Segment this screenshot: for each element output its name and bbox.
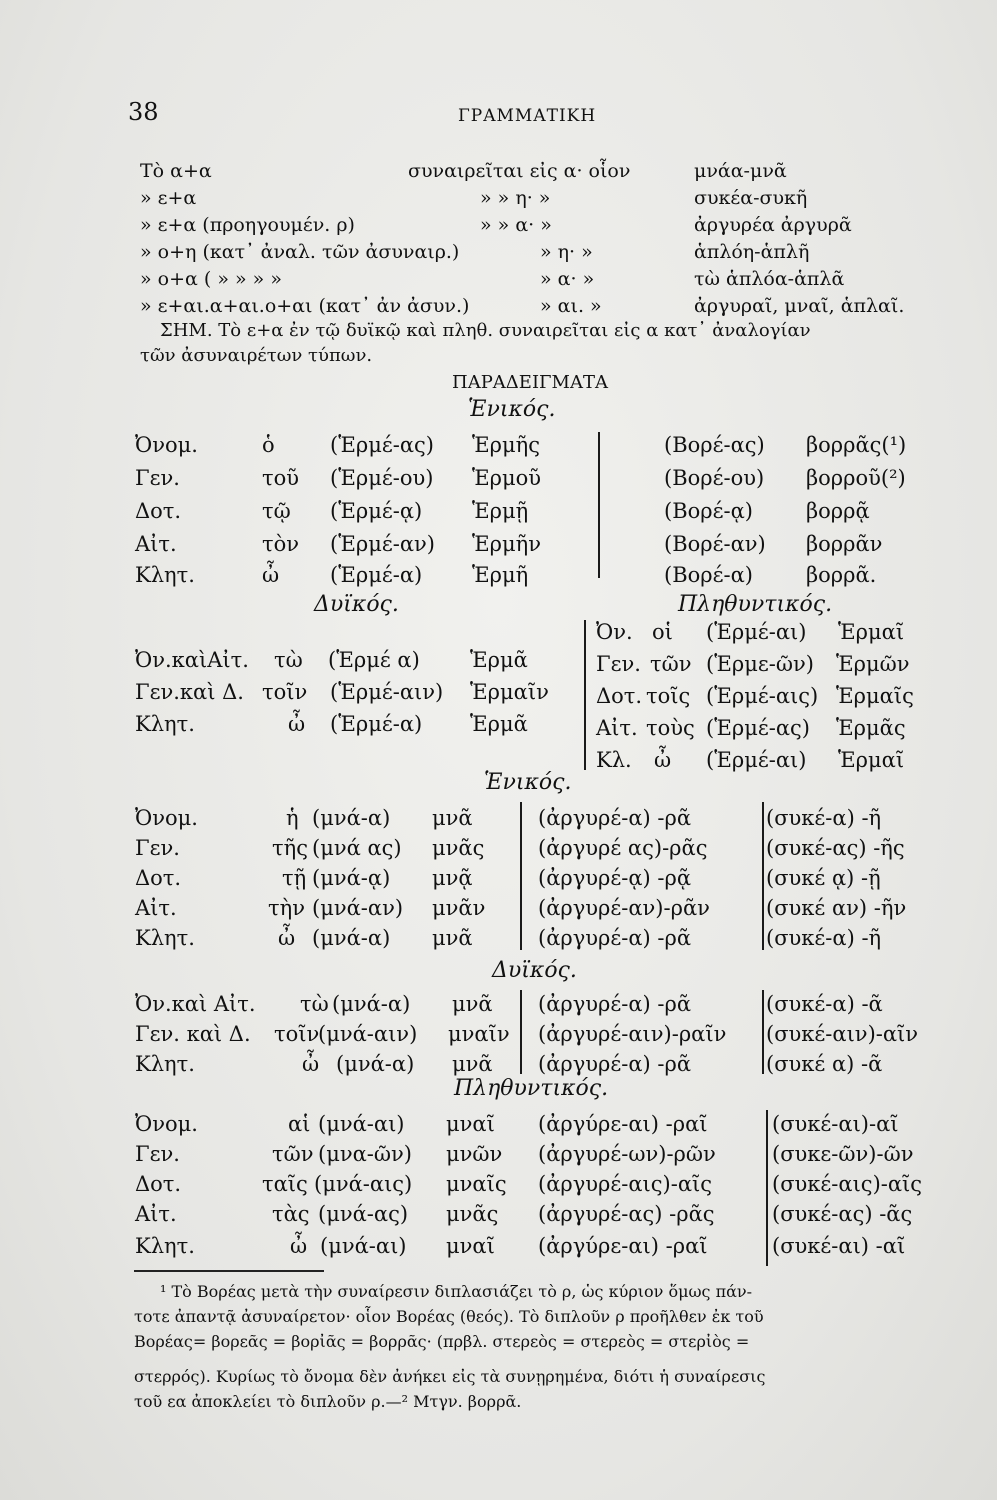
- case-label: Δοτ.: [135, 866, 182, 890]
- case-label: Δοτ.: [596, 684, 643, 708]
- article: τοῦ: [262, 466, 300, 490]
- argyrea-form: (ἀργυρέ-αις)-αῖς: [538, 1172, 712, 1196]
- split-form: (Ἑρμέ-ᾳ): [330, 499, 423, 523]
- article: τὸν: [262, 532, 300, 556]
- rule-example: ἁπλόη-ἁπλῆ: [694, 241, 810, 263]
- article: τῆς: [272, 836, 308, 860]
- contracted-form: Ἑρμαῖ: [838, 620, 905, 644]
- split-form: (Ἑρμέ-α): [330, 563, 423, 587]
- article: ἡ: [286, 806, 299, 830]
- split-form: (μνά-αν): [312, 896, 404, 920]
- split-form: (Βορέ-αν): [664, 532, 766, 556]
- contracted-form: βορρᾶν: [806, 532, 883, 556]
- case-label: Αἰτ.: [135, 1202, 177, 1226]
- rule-row: [0, 160, 997, 190]
- contracted-form: μνᾶ: [432, 926, 473, 950]
- rule-row: [0, 214, 997, 244]
- split-form: (Ἑρμέ-ας): [330, 433, 434, 457]
- contracted-form: μναῖ: [446, 1112, 495, 1136]
- divider: [762, 802, 764, 950]
- singular-label: Ἑνικός.: [484, 770, 572, 795]
- split-form: (μνα-ῶν): [318, 1142, 412, 1166]
- contracted-form: μνᾷ: [432, 866, 473, 890]
- case-label: Ὀν.καὶ Αἰτ.: [135, 992, 256, 1016]
- rule-connector: » » η· »: [480, 187, 551, 209]
- divider: [766, 1110, 768, 1266]
- case-label: Ὀνομ.: [135, 433, 198, 457]
- split-form: (μνά-αι): [318, 1112, 405, 1136]
- contracted-form: Ἑρμοῦ: [472, 466, 542, 490]
- rule-row: [0, 187, 997, 217]
- case-label: Ὀν.: [596, 620, 633, 644]
- rule-example: συκέα-συκῆ: [694, 187, 808, 209]
- rule-example: ἀργυρέα ἀργυρᾶ: [694, 214, 852, 236]
- case-label: Κλητ.: [135, 712, 195, 736]
- case-label: Ὀνομ.: [135, 1112, 198, 1136]
- article: τῷ: [262, 499, 291, 523]
- split-form: (Ἑρμέ-αιν): [330, 680, 444, 704]
- split-form: (Ἑρμε-ῶν): [706, 652, 814, 676]
- article: ὦ: [302, 1052, 320, 1076]
- contracted-form: βορρᾶ.: [806, 563, 877, 587]
- divider: [520, 802, 522, 950]
- sykea-form: (συκέ-αι) -αῖ: [772, 1234, 906, 1258]
- contracted-form: Ἑρμαῖς: [836, 684, 914, 708]
- split-form: (Βορέ-ᾳ): [664, 499, 753, 523]
- split-form: (μνά ας): [312, 836, 402, 860]
- sykea-form: (συκέ-ας) -ᾶς: [772, 1202, 913, 1226]
- rule-text: » ο+α ( » » » »: [140, 268, 282, 290]
- article: αἱ: [288, 1112, 311, 1136]
- split-form: (μνά-αιν): [318, 1022, 418, 1046]
- article: ὦ: [262, 563, 280, 587]
- contracted-form: Ἑρμαῖ: [838, 748, 905, 772]
- running-title: ΓΡΑΜΜΑΤΙΚΗ: [458, 106, 597, 126]
- argyrea-form: (ἀργυρέ-ας) -ρᾶς: [538, 1202, 715, 1226]
- contracted-form: μνῶν: [446, 1142, 503, 1166]
- sykea-form: (συκέ-αις)-αῖς: [772, 1172, 923, 1196]
- split-form: (μνά-αις): [314, 1172, 413, 1196]
- contracted-form: Ἑρμῇ: [472, 499, 529, 523]
- article: τῶν: [650, 652, 692, 676]
- footnote-line: στερρός). Κυρίως τὸ ὄνομα δὲν ἀνήκει εἰς τὰ συνῃρημένα, διότι ἡ συναίρεσις: [134, 1367, 766, 1386]
- case-label: Κλητ.: [135, 926, 195, 950]
- split-form: (Ἑρμέ-αις): [706, 684, 819, 708]
- contracted-form: Ἑρμᾶ: [470, 648, 528, 672]
- argyrea-form: (ἀργυρέ-ᾳ) -ρᾷ: [538, 866, 692, 890]
- split-form: (Ἑρμέ-α): [330, 712, 423, 736]
- split-form: (μνά-ας): [318, 1202, 409, 1226]
- case-label: Κλητ.: [135, 1234, 195, 1258]
- case-label: Γεν.: [135, 1142, 180, 1166]
- rule-text: » ε+αι.α+αι.ο+αι (κατ᾽ ἀν ἀσυν.): [140, 295, 470, 317]
- contracted-form: Ἑρμῆς: [472, 433, 541, 457]
- contracted-form: μνᾶ: [452, 992, 493, 1016]
- case-label: Ὀνομ.: [135, 806, 198, 830]
- rule-example: ἀργυραῖ, μναῖ, ἁπλαῖ.: [694, 295, 905, 317]
- contracted-form: Ἑρμᾶ: [470, 712, 528, 736]
- examples-heading: ΠΑΡΑΔΕΙΓΜΑΤΑ: [452, 372, 608, 393]
- contracted-form: μνᾶς: [432, 836, 485, 860]
- page-number: 38: [128, 98, 159, 126]
- argyrea-form: (ἀργυρέ-α) -ρᾶ: [538, 1052, 692, 1076]
- rule-connector: » α· »: [540, 268, 595, 290]
- sykea-form: (συκέ αν) -ῆν: [766, 896, 907, 920]
- plural-label: Πληθυντικός.: [678, 592, 833, 617]
- case-label: Δοτ.: [135, 499, 182, 523]
- article: τῇ: [282, 866, 307, 890]
- divider: [762, 990, 764, 1074]
- contracted-form: μναῖν: [448, 1022, 510, 1046]
- article: τὴν: [268, 896, 305, 920]
- contracted-form: Ἑρμῆ: [472, 563, 529, 587]
- argyrea-form: (ἀργυρέ-α) -ρᾶ: [538, 926, 692, 950]
- rule-row: [0, 268, 997, 298]
- rule-text: » ε+α: [140, 187, 197, 209]
- plural-label: Πληθυντικός.: [454, 1076, 609, 1101]
- article: ὁ: [262, 433, 275, 457]
- split-form: (Ἑρμέ-αι): [706, 620, 807, 644]
- divider: [520, 990, 522, 1074]
- footnote-rule: [134, 1270, 324, 1272]
- dual-label: Δυϊκός.: [314, 592, 399, 617]
- divider: [598, 432, 600, 578]
- footnote-line: ¹ Τὸ Βορέας μετὰ τὴν συναίρεσιν διπλασιάζει τὸ ρ, ὡς κύριον ὅμως πάν-: [160, 1282, 753, 1301]
- case-label: Κλ.: [596, 748, 632, 772]
- contracted-form: μναῖς: [446, 1172, 507, 1196]
- rule-connector: συναιρεῖται εἰς α· οἷον: [408, 160, 631, 182]
- case-label: Γεν.καὶ Δ.: [135, 680, 244, 704]
- split-form: (Ἑρμέ-ου): [330, 466, 434, 490]
- article: τοῖς: [646, 684, 691, 708]
- article: τὰς: [272, 1202, 310, 1226]
- footnote-line: Βορέας= βορεᾶς = βορἰᾶς = βορρᾶς· (πρβλ. στερεὸς = στερεὸς = στερἰὸς =: [134, 1332, 750, 1351]
- argyrea-form: (ἀργυρέ-α) -ρᾶ: [538, 992, 692, 1016]
- split-form: (μνά-ᾳ): [312, 866, 391, 890]
- rule-connector: » η· »: [540, 241, 593, 263]
- note-line: ΣΗΜ. Τὸ ε+α ἐν τῷ δυϊκῷ καὶ πληθ. συναιρεῖται εἰς α κατ᾽ ἀναλογίαν: [160, 320, 811, 341]
- argyrea-form: (ἀργυρέ ας)-ρᾶς: [538, 836, 708, 860]
- case-label: Δοτ.: [135, 1172, 182, 1196]
- sykea-form: (συκέ-α) -ῆ: [766, 926, 882, 950]
- rule-example: τὼ ἁπλόα-ἁπλᾶ: [694, 268, 845, 290]
- divider: [584, 620, 586, 770]
- contracted-form: μνᾶ: [432, 806, 473, 830]
- argyrea-form: (ἀργύρε-αι) -ραῖ: [538, 1234, 708, 1258]
- split-form: (μνά-α): [336, 1052, 415, 1076]
- contracted-form: Ἑρμαῖν: [470, 680, 549, 704]
- split-form: (μνά-α): [332, 992, 411, 1016]
- article: ὦ: [278, 926, 296, 950]
- sykea-form: (συκε-ῶν)-ῶν: [772, 1142, 914, 1166]
- argyrea-form: (ἀργυρέ-αν)-ρᾶν: [538, 896, 710, 920]
- split-form: (Ἑρμέ-αι): [706, 748, 807, 772]
- article: τῶν: [272, 1142, 314, 1166]
- sykea-form: (συκέ-αιν)-αῖν: [766, 1022, 919, 1046]
- split-form: (μνά-αι): [320, 1234, 407, 1258]
- article: τοῖν: [262, 680, 308, 704]
- article: ὦ: [654, 748, 672, 772]
- case-label: Αἰτ.: [135, 896, 177, 920]
- article: τὼ: [274, 648, 303, 672]
- article: ὦ: [290, 1234, 308, 1258]
- contracted-form: Ἑρμῶν: [836, 652, 910, 676]
- contracted-form: μναῖ: [446, 1234, 495, 1258]
- rule-text: » ε+α (προηγουμέν. ρ): [140, 214, 355, 236]
- split-form: (μνά-α): [312, 926, 391, 950]
- rule-text: » ο+η (κατ᾽ ἀναλ. τῶν ἀσυναιρ.): [140, 241, 460, 263]
- split-form: (Ἑρμέ α): [328, 648, 420, 672]
- contracted-form: Ἑρμᾶς: [836, 716, 906, 740]
- article: τὼ: [300, 992, 329, 1016]
- article: τοῖν: [274, 1022, 320, 1046]
- case-label: Κλητ.: [135, 563, 195, 587]
- contracted-form: βορροῦ(²): [806, 466, 906, 490]
- article: ταῖς: [262, 1172, 308, 1196]
- contracted-form: μνᾶς: [446, 1202, 499, 1226]
- split-form: (μνά-α): [312, 806, 391, 830]
- rule-row: [0, 241, 997, 271]
- argyrea-form: (ἀργυρέ-ων)-ρῶν: [538, 1142, 716, 1166]
- case-label: Γεν.: [135, 836, 180, 860]
- rule-connector: » » α· »: [480, 214, 552, 236]
- contracted-form: βορρᾶς(¹): [806, 433, 907, 457]
- case-label: Αἰτ.: [596, 716, 638, 740]
- split-form: (Ἑρμέ-αν): [330, 532, 435, 556]
- article: τοὺς: [646, 716, 695, 740]
- sykea-form: (συκέ-α) -ᾶ: [766, 992, 883, 1016]
- contracted-form: Ἑρμῆν: [472, 532, 542, 556]
- footnote-line: τοτε ἀπαντᾷ ἀσυναίρετον· οἷον Βορέας (θεός). Τὸ διπλοῦν ρ προῆλθεν ἐκ τοῦ: [134, 1307, 764, 1326]
- case-label: Γεν.: [596, 652, 641, 676]
- case-label: Αἰτ.: [135, 532, 177, 556]
- case-label: Κλητ.: [135, 1052, 195, 1076]
- sykea-form: (συκέ α) -ᾶ: [766, 1052, 883, 1076]
- split-form: (Βορέ-ου): [664, 466, 765, 490]
- argyrea-form: (ἀργύρε-αι) -ραῖ: [538, 1112, 708, 1136]
- sykea-form: (συκέ-ας) -ῆς: [766, 836, 905, 860]
- sykea-form: (συκέ-α) -ῆ: [766, 806, 882, 830]
- article: οἱ: [652, 620, 673, 644]
- split-form: (Βορέ-α): [664, 563, 753, 587]
- rule-text: Τὸ α+α: [140, 160, 212, 182]
- contracted-form: βορρᾷ: [806, 499, 870, 523]
- sykea-form: (συκέ-αι)-αῖ: [772, 1112, 899, 1136]
- case-label: Γεν. καὶ Δ.: [135, 1022, 251, 1046]
- rule-connector: » αι. »: [540, 295, 602, 317]
- note-line: τῶν ἀσυναιρέτων τύπων.: [140, 345, 373, 366]
- article: ὦ: [288, 712, 306, 736]
- split-form: (Βορέ-ας): [664, 433, 765, 457]
- contracted-form: μνᾶν: [432, 896, 486, 920]
- case-label: Γεν.: [135, 466, 180, 490]
- split-form: (Ἑρμέ-ας): [706, 716, 810, 740]
- argyrea-form: (ἀργυρέ-α) -ρᾶ: [538, 806, 692, 830]
- dual-label: Δυϊκός.: [492, 958, 577, 983]
- singular-label: Ἑνικός.: [468, 397, 556, 422]
- argyrea-form: (ἀργυρέ-αιν)-ραῖν: [538, 1022, 727, 1046]
- contracted-form: μνᾶ: [452, 1052, 493, 1076]
- rule-example: μνάα-μνᾶ: [694, 160, 787, 182]
- case-label: Ὀν.καὶΑἰτ.: [135, 648, 249, 672]
- sykea-form: (συκέ ᾳ) -ῇ: [766, 866, 881, 890]
- footnote-line: τοῦ εα ἀποκλείει τὸ διπλοῦν ρ.—² Μτγν. βορρᾶ.: [134, 1392, 522, 1411]
